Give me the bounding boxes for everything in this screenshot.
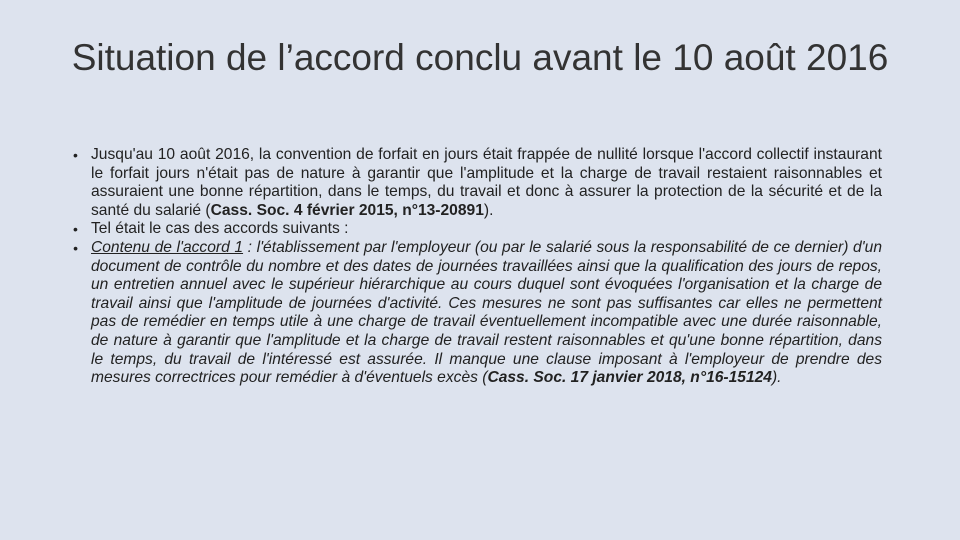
bullet-text-end: ). — [771, 369, 782, 387]
bullet-list — [72, 146, 882, 388]
bullet-icon: • — [73, 147, 78, 163]
bullet-item-3 — [72, 239, 882, 388]
case-reference: Cass. Soc. 4 février 2015, n°13-20891 — [210, 201, 484, 219]
bullet-text: Jusqu'au 10 août 2016, la convention de forfait en jours était frappée de nullité lorsque l'accord collectif instaurant le forfait jours n'était pas de nature à garantir que l'amplitude et la charge de travail restaient raisonnables et assuraient une bonne répartition, dans le temps, du travail et donc à assurer la protection de la sécurité et de la santé du salarié ( — [91, 146, 882, 219]
bullet-text: Tel était le cas des accords suivants : — [91, 220, 349, 238]
bullet-icon: • — [73, 239, 78, 256]
bullet-icon: • — [73, 221, 78, 238]
agreement-heading: Contenu de l'accord 1 — [91, 238, 244, 256]
case-reference: Cass. Soc. 17 janvier 2018, n°16-15124 — [487, 369, 772, 387]
bullet-item-1 — [72, 146, 882, 220]
bullet-text: : l'établissement par l'employeur (ou par le salarié sous la responsabilité de ce dernier) d'un document de contrôle du nombre et des dates de journées travaillées ainsi que la qualification des jours de repos, un entretien annuel avec le supérieur hiérarchique au cours duquel sont évoquées l'organisation et la charge de travail ainsi que l'amplitude de journées d'activité. Ces mesures ne sont pas suffisantes car elles ne permettent pas de remédier en temps utile à une charge de travail éventuellement incompatible avec une durée raisonnable, de nature à garantir que l'amplitude et la charge de travail restent raisonnables et qu'une bonne répartition, dans le temps, du travail de l'intéressé est assurée. Il manque une clause imposant à l'employeur de prendre des mesures correctrices pour remédier à d'éventuels excès ( — [91, 238, 882, 387]
slide-title: Situation de l’accord conclu avant le 10 août 2016 — [71, 37, 889, 78]
bullet-item-2 — [72, 220, 882, 239]
bullet-text-end: ). — [483, 201, 494, 219]
